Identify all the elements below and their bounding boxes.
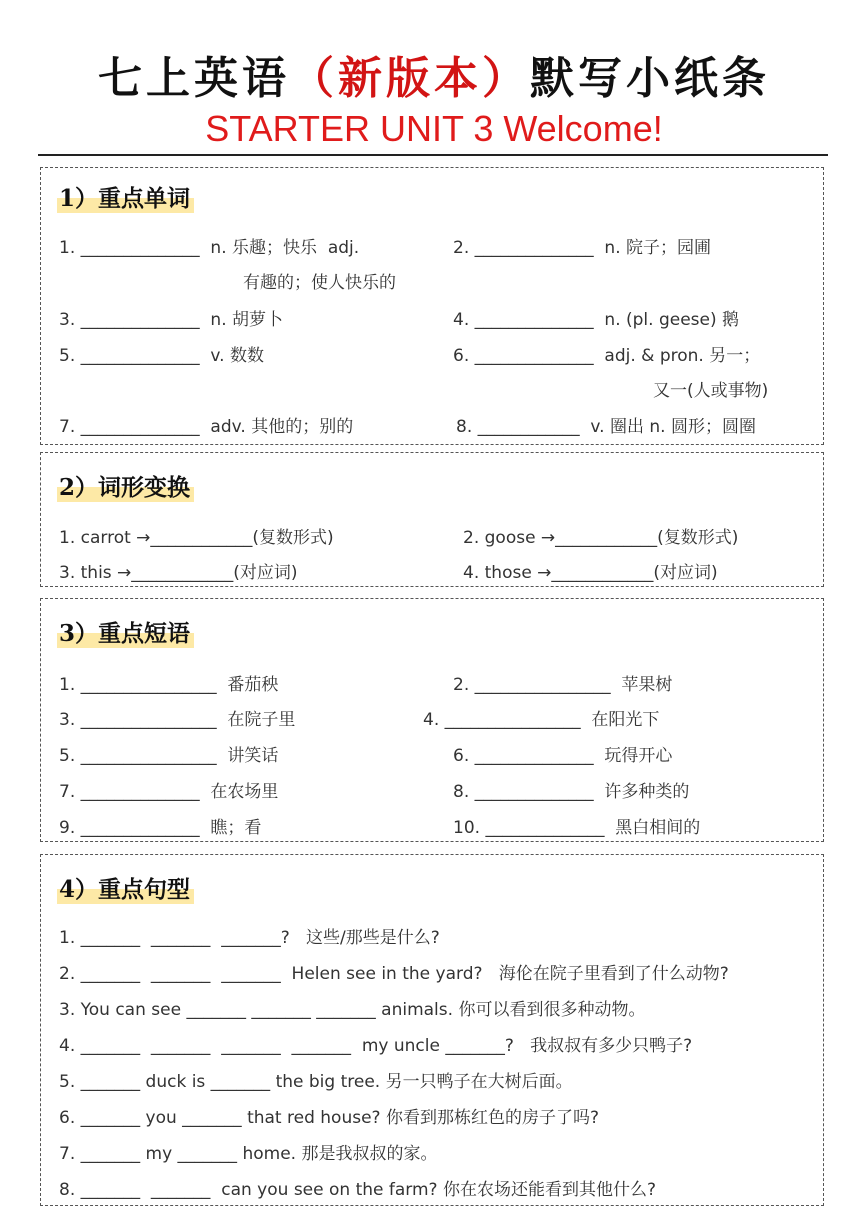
list-item: 3. ________________ 在院子里 xyxy=(59,710,296,730)
list-item: 8. ______________ 许多种类的 xyxy=(453,782,690,802)
list-item: 5. ______________ v. 数数 xyxy=(59,346,264,366)
list-item: 3. ______________ n. 胡萝卜 xyxy=(59,310,284,330)
list-item: 1. ______________ n. 乐趣；快乐 adj. xyxy=(59,238,360,258)
section-heading: 4）重点句型 xyxy=(57,871,194,904)
title-part2: 默写小纸条 xyxy=(530,53,770,104)
list-item: 有趣的；使人快乐的 xyxy=(243,273,396,293)
list-item: 4. those →____________(对应词) xyxy=(463,563,718,583)
list-item: 3. You can see _______ _______ _______ animals. 你可以看到很多种动物。 xyxy=(59,1000,646,1020)
section-heading: 3）重点短语 xyxy=(57,615,194,648)
section-heading: 2）词形变换 xyxy=(57,469,194,502)
list-item: 1. carrot →____________(复数形式) xyxy=(59,528,334,548)
list-item: 5. ________________ 讲笑话 xyxy=(59,746,279,766)
list-item: 8. ____________ v. 圈出 n. 圆形；圆圈 xyxy=(456,417,756,437)
list-item: 8. _______ _______ can you see on the farm? 你在农场还能看到其他什么? xyxy=(59,1180,656,1200)
list-item: 1. ________________ 番茄秧 xyxy=(59,675,279,695)
list-item: 7. _______ my _______ home. 那是我叔叔的家。 xyxy=(59,1144,438,1164)
page-title xyxy=(0,42,868,106)
list-item: 3. this →____________(对应词) xyxy=(59,563,298,583)
section-key-words xyxy=(40,167,824,445)
title-highlight: 新版本 xyxy=(338,53,482,104)
list-item: 9. ______________ 瞧；看 xyxy=(59,818,262,838)
page-subtitle: STARTER UNIT 3 Welcome! xyxy=(205,108,663,149)
list-item: 2. ______________ n. 院子；园圃 xyxy=(453,238,712,258)
list-item: 5. _______ duck is _______ the big tree. 另一只鸭子在大树后面。 xyxy=(59,1072,573,1092)
title-paren-close: ） xyxy=(482,53,530,104)
title-paren-open: （ xyxy=(290,53,338,104)
list-item: 7. ______________ adv. 其他的；别的 xyxy=(59,417,354,437)
section-heading: 1）重点单词 xyxy=(57,180,194,213)
list-item: 6. ______________ adj. & pron. 另一； xyxy=(453,346,761,366)
section-key-phrases xyxy=(40,598,824,842)
list-item: 4. ________________ 在阳光下 xyxy=(423,710,660,730)
list-item: 7. ______________ 在农场里 xyxy=(59,782,279,802)
section-word-forms xyxy=(40,452,824,587)
title-divider xyxy=(38,154,828,156)
list-item: 2. goose →____________(复数形式) xyxy=(463,528,739,548)
list-item: 2. ________________ 苹果树 xyxy=(453,675,673,695)
list-item: 4. _______ _______ _______ _______ my uncle _______? 我叔叔有多少只鸭子? xyxy=(59,1036,693,1056)
list-item: 又一(人或事物) xyxy=(653,381,769,401)
section-key-sentences xyxy=(40,854,824,1206)
list-item: 6. ______________ 玩得开心 xyxy=(453,746,673,766)
list-item: 1. _______ _______ _______? 这些/那些是什么? xyxy=(59,928,440,948)
list-item: 10. ______________ 黑白相间的 xyxy=(453,818,701,838)
list-item: 4. ______________ n. (pl. geese) 鹅 xyxy=(453,310,740,330)
list-item: 6. _______ you _______ that red house? 你看到那栋红色的房子了吗? xyxy=(59,1108,599,1128)
list-item: 2. _______ _______ _______ Helen see in the yard? 海伦在院子里看到了什么动物? xyxy=(59,964,729,984)
title-part1: 七上英语 xyxy=(98,53,290,104)
